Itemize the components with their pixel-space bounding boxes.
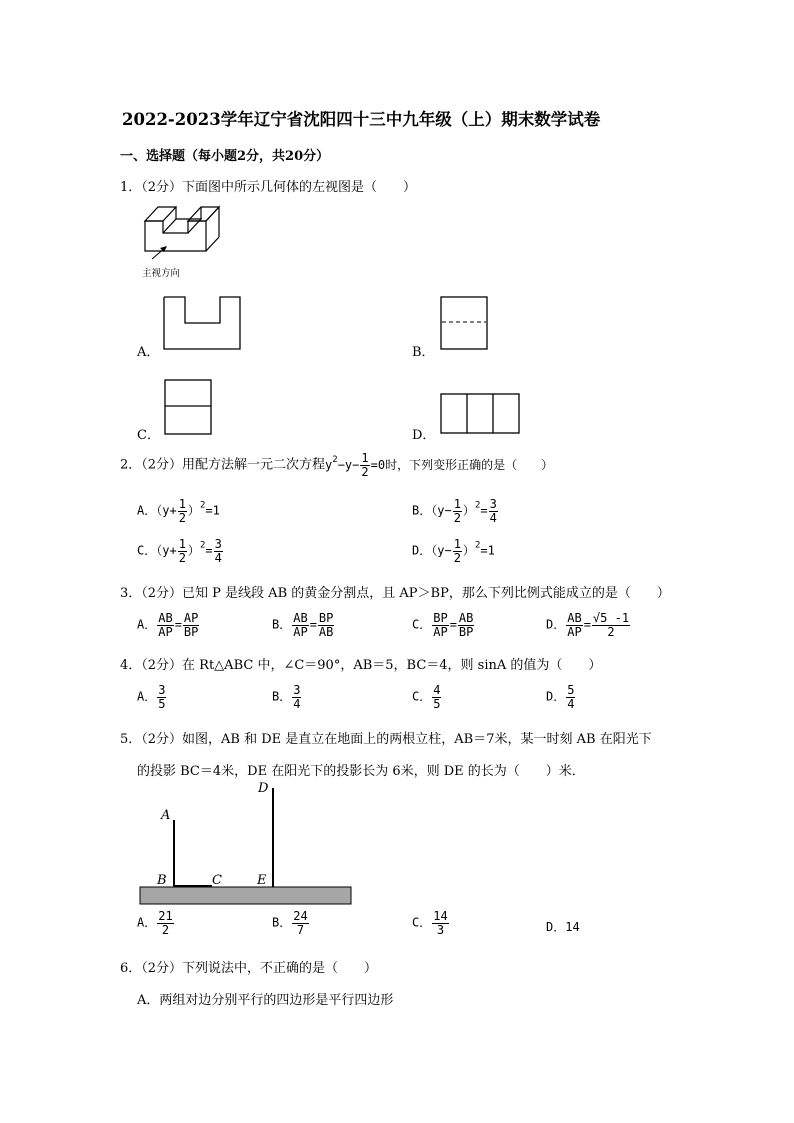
q4-option-d: D． $\frac{5}{4}$ <box>546 683 575 711</box>
q4-option-b: B． $\frac{3}{4}$ <box>272 683 301 711</box>
question-4-stem: 4．（2分）在 Rt△ABC 中，∠C＝90°，AB＝5，BC＝4，则 sinA 的值为（ ） <box>120 658 602 673</box>
q3-option-b: B． $\frac{AB}{AP}$ = $\frac{BP}{AB}$ <box>272 611 334 639</box>
question-3-stem: 3．（2分）已知 P 是线段 AB 的黄金分割点，且 AP＞BP，那么下列比例式能成立的是（ ） <box>120 586 670 601</box>
q5-option-c: C． $\frac{14}{3}$ <box>412 909 448 937</box>
q1-solid-figure <box>140 203 230 263</box>
q1-option-b-figure <box>440 296 488 350</box>
q5-option-a: A． $\frac{21}{2}$ <box>137 909 173 937</box>
option-label-c: C． <box>137 428 160 443</box>
q1-option-a-figure <box>163 296 241 350</box>
fig-label-c: C <box>212 873 222 888</box>
option-label-d: D． <box>412 428 436 443</box>
q5-option-d: D．14 <box>546 920 580 934</box>
q2-option-c: C．（y+ $\frac{1}{2}$ ）$^2$= $\frac{3}{4}$ <box>137 537 222 565</box>
q2-option-a: A．（y+ $\frac{1}{2}$ ）$^2$=1 <box>137 497 220 525</box>
fig-label-a: A <box>161 808 171 823</box>
fig-label-b: B <box>157 873 167 888</box>
question-5-stem-line1: 5．（2分）如图，AB 和 DE 是直立在地面上的两根立柱，AB＝7米，某一时刻 AB 在阳光下 <box>120 732 652 747</box>
question-1-stem: 1．（2分）下面图中所示几何体的左视图是（ ） <box>120 180 417 195</box>
figure-caption: 主视方向 <box>142 268 181 279</box>
fig-label-d: D <box>258 781 269 796</box>
option-label-a: A． <box>137 345 160 360</box>
option-label-b: B． <box>412 345 435 360</box>
q3-option-d: D． $\frac{AB}{AP}$ = $\frac{√5 -1}{2}$ <box>546 611 630 639</box>
q2-stem-text: 2．（2分）用配方法解一元二次方程 <box>120 457 326 473</box>
fig-label-e: E <box>257 873 267 888</box>
question-2-stem <box>120 452 553 478</box>
q6-option-a: A．两组对边分别平行的四边形是平行四边形 <box>137 993 394 1008</box>
q5-option-b: B． $\frac{24}{7}$ <box>272 909 308 937</box>
question-6-stem: 6．（2分）下列说法中，不正确的是（ ） <box>120 961 378 976</box>
q2-option-d: D．（y− $\frac{1}{2}$ ）$^2$=1 <box>412 537 495 565</box>
q3-option-c: C． $\frac{BP}{AP}$ = $\frac{AB}{BP}$ <box>412 611 474 639</box>
question-5-stem-line2: 的投影 BC＝4米，DE 在阳光下的投影长为 6米，则 DE 的长为（ ）米． <box>137 764 585 779</box>
q4-option-c: C． $\frac{4}{5}$ <box>412 683 441 711</box>
q4-option-a: A． $\frac{3}{5}$ <box>137 683 166 711</box>
q2-option-b: B．（y− $\frac{1}{2}$ ）$^2$= $\frac{3}{4}$ <box>412 497 497 525</box>
q5-pillar-figure <box>139 782 353 906</box>
q2-equation: $y^2-y-$ $\frac{1}{2}$ =0时，下列变形正确的是（ ） <box>325 451 554 479</box>
q1-option-c-figure <box>164 379 212 435</box>
page-title: 2022-2023学年辽宁省沈阳四十三中九年级（上）期末数学试卷 <box>122 110 601 129</box>
section-heading: 一、选择题（每小题2分，共20分） <box>120 149 330 164</box>
q3-option-a: A． $\frac{AB}{AP}$ = $\frac{AP}{BP}$ <box>137 611 199 639</box>
q1-option-d-figure <box>440 393 520 434</box>
